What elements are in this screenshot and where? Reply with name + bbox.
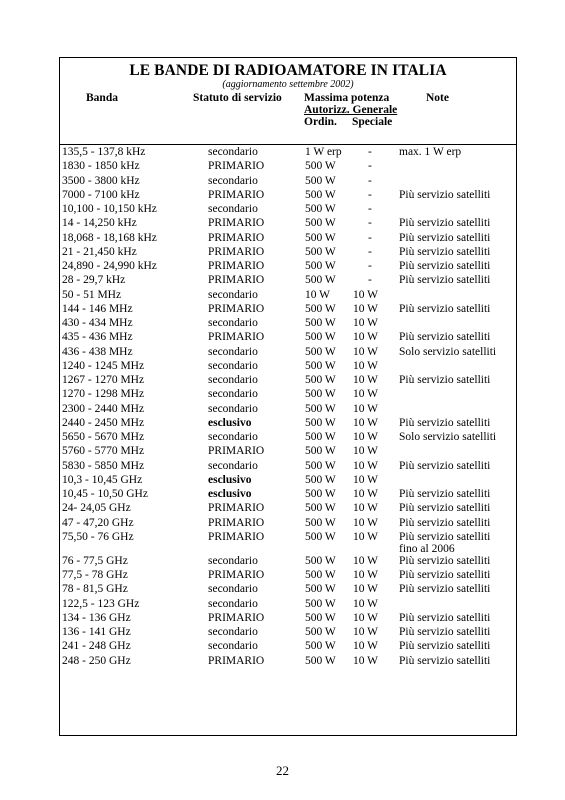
status-cell: secondario — [208, 640, 258, 653]
special-power-cell: 10 W — [353, 345, 379, 358]
table-row — [62, 330, 514, 344]
status-cell: PRIMARIO — [208, 188, 265, 201]
special-power-cell: 10 W — [353, 288, 379, 301]
ordinary-power-cell: 500 W — [305, 502, 336, 515]
header-banda: Banda — [86, 92, 118, 104]
ordinary-power-cell: 500 W — [305, 554, 336, 567]
ordinary-power-cell: 500 W — [305, 174, 336, 187]
status-cell: secondario — [208, 388, 258, 401]
note-cell: Più servizio satelliti — [399, 459, 491, 472]
band-cell: 78 - 81,5 GHz — [62, 583, 128, 596]
table-row — [62, 639, 514, 653]
band-cell: 14 - 14,250 kHz — [62, 217, 137, 230]
table-row — [62, 597, 514, 611]
special-power-cell: 10 W — [353, 654, 379, 667]
band-cell: 135,5 - 137,8 kHz — [62, 146, 146, 158]
table-row — [62, 516, 514, 530]
note-cell: Più servizio satelliti — [399, 302, 491, 315]
status-cell: PRIMARIO — [208, 274, 265, 287]
special-power-cell: 10 W — [353, 402, 379, 415]
ordinary-power-cell: 10 W — [305, 288, 331, 301]
status-cell: secondario — [208, 146, 258, 158]
ordinary-power-cell: 500 W — [305, 160, 336, 173]
band-cell: 1270 - 1298 MHz — [62, 388, 145, 401]
special-power-cell: - — [368, 203, 372, 215]
ordinary-power-cell: 500 W — [305, 345, 336, 358]
page-subtitle: (aggiornamento settembre 2002) — [222, 79, 354, 90]
special-power-cell: 10 W — [353, 488, 379, 500]
status-cell: secondario — [208, 626, 258, 638]
table-row — [62, 373, 514, 387]
status-cell: secondario — [208, 402, 258, 415]
table-row — [62, 145, 514, 159]
note-cell: Più servizio satelliti — [399, 274, 491, 287]
note-cell-line2: fino al 2006 — [399, 542, 455, 555]
status-cell: secondario — [208, 459, 258, 472]
band-cell: 50 - 51 MHz — [62, 288, 122, 301]
special-power-cell: 10 W — [353, 374, 379, 386]
table-row — [62, 444, 514, 458]
table-row — [62, 473, 514, 487]
status-cell: esclusivo — [208, 473, 252, 486]
ordinary-power-cell: 500 W — [305, 459, 336, 472]
table-row — [62, 273, 514, 287]
special-power-cell: 10 W — [353, 569, 379, 581]
status-cell: PRIMARIO — [208, 302, 265, 315]
note-cell: Più servizio satelliti — [399, 654, 491, 667]
status-cell: secondario — [208, 597, 258, 610]
status-cell: PRIMARIO — [208, 654, 265, 667]
band-cell: 5830 - 5850 MHz — [62, 459, 145, 472]
ordinary-power-cell: 500 W — [305, 488, 336, 500]
table-row — [62, 288, 514, 302]
special-power-cell: 10 W — [353, 626, 379, 638]
header-ordin: Ordin. — [304, 116, 337, 128]
table-row — [62, 245, 514, 259]
note-cell: Più servizio satelliti — [399, 217, 491, 230]
table-row — [62, 402, 514, 416]
status-cell: secondario — [208, 554, 258, 567]
status-cell: secondario — [208, 374, 258, 386]
status-cell: secondario — [208, 359, 258, 372]
status-cell: PRIMARIO — [208, 530, 265, 543]
special-power-cell: 10 W — [353, 359, 379, 372]
band-cell: 1267 - 1270 MHz — [62, 374, 145, 386]
special-power-cell: - — [368, 174, 372, 187]
note-cell: Più servizio satelliti — [399, 260, 491, 272]
band-cell: 10,45 - 10,50 GHz — [62, 488, 148, 500]
ordinary-power-cell: 500 W — [305, 317, 336, 329]
header-statuto: Statuto di servizio — [193, 92, 282, 104]
table-row — [62, 387, 514, 401]
band-cell: 2300 - 2440 MHz — [62, 402, 145, 415]
band-cell: 28 - 29,7 kHz — [62, 274, 126, 287]
band-cell: 21 - 21,450 kHz — [62, 245, 137, 258]
note-cell: Più servizio satelliti — [399, 626, 491, 638]
table-row — [62, 174, 514, 188]
special-power-cell: 10 W — [353, 416, 379, 429]
band-cell: 2440 - 2450 MHz — [62, 416, 145, 429]
special-power-cell: - — [368, 245, 372, 258]
table-row — [62, 487, 514, 501]
note-cell: Più servizio satelliti — [399, 554, 491, 567]
header-autorizz: Autorizz. Generale — [304, 104, 398, 116]
special-power-cell: 10 W — [353, 431, 379, 443]
table-row — [62, 530, 514, 554]
special-power-cell: 10 W — [353, 317, 379, 329]
status-cell: esclusivo — [208, 488, 252, 500]
ordinary-power-cell: 500 W — [305, 203, 336, 215]
note-cell: Più servizio satelliti — [399, 516, 491, 529]
band-cell: 77,5 - 78 GHz — [62, 569, 128, 581]
ordinary-power-cell: 500 W — [305, 388, 336, 401]
table-row — [62, 259, 514, 273]
table-row — [62, 216, 514, 230]
note-cell: Più servizio satelliti — [399, 331, 491, 344]
band-cell: 1830 - 1850 kHz — [62, 160, 140, 173]
status-cell: PRIMARIO — [208, 217, 265, 230]
note-cell: Più servizio satelliti — [399, 374, 491, 386]
note-cell: max. 1 W erp — [399, 146, 462, 158]
table-row — [62, 231, 514, 245]
special-power-cell: - — [368, 260, 372, 272]
special-power-cell: 10 W — [353, 388, 379, 401]
special-power-cell: 10 W — [353, 583, 379, 596]
status-cell: secondario — [208, 317, 258, 329]
ordinary-power-cell: 500 W — [305, 431, 336, 443]
status-cell: PRIMARIO — [208, 160, 265, 173]
band-cell: 75,50 - 76 GHz — [62, 530, 134, 543]
note-cell: Più servizio satelliti — [399, 611, 491, 624]
status-cell: PRIMARIO — [208, 245, 265, 258]
band-table — [62, 145, 514, 668]
ordinary-power-cell: 500 W — [305, 516, 336, 529]
table-row — [62, 501, 514, 515]
status-cell: PRIMARIO — [208, 231, 265, 244]
table-row — [62, 611, 514, 625]
status-cell: PRIMARIO — [208, 260, 265, 272]
band-cell: 47 - 47,20 GHz — [62, 516, 134, 529]
band-cell: 248 - 250 GHz — [62, 654, 131, 667]
table-row — [62, 582, 514, 596]
table-row — [62, 202, 514, 216]
table-row — [62, 554, 514, 568]
special-power-cell: 10 W — [353, 530, 379, 543]
note-cell: Più servizio satelliti — [399, 502, 491, 515]
page-title: LE BANDE DI RADIOAMATORE IN ITALIA — [129, 62, 447, 79]
band-cell: 10,3 - 10,45 GHz — [62, 473, 143, 486]
ordinary-power-cell: 500 W — [305, 245, 336, 258]
table-row — [62, 345, 514, 359]
band-cell: 436 - 438 MHz — [62, 345, 133, 358]
band-cell: 122,5 - 123 GHz — [62, 597, 140, 610]
special-power-cell: 10 W — [353, 302, 379, 315]
status-cell: PRIMARIO — [208, 611, 265, 624]
status-cell: PRIMARIO — [208, 331, 265, 344]
status-cell: PRIMARIO — [208, 445, 265, 458]
note-cell: Più servizio satelliti — [399, 488, 491, 500]
special-power-cell: 10 W — [353, 459, 379, 472]
status-cell: PRIMARIO — [208, 516, 265, 529]
special-power-cell: - — [368, 231, 372, 244]
special-power-cell: 10 W — [353, 473, 379, 486]
ordinary-power-cell: 500 W — [305, 217, 336, 230]
special-power-cell: - — [368, 160, 372, 173]
status-cell: PRIMARIO — [208, 502, 265, 515]
page-number: 22 — [276, 763, 289, 778]
ordinary-power-cell: 500 W — [305, 530, 336, 543]
special-power-cell: - — [368, 146, 372, 158]
band-cell: 430 - 434 MHz — [62, 317, 133, 329]
ordinary-power-cell: 500 W — [305, 626, 336, 638]
band-cell: 5760 - 5770 MHz — [62, 445, 145, 458]
table-row — [62, 568, 514, 582]
table-row — [62, 359, 514, 373]
table-row — [62, 188, 514, 202]
ordinary-power-cell: 500 W — [305, 274, 336, 287]
note-cell: Più servizio satelliti — [399, 188, 491, 201]
band-cell: 5650 - 5670 MHz — [62, 431, 145, 443]
status-cell: secondario — [208, 174, 258, 187]
band-cell: 136 - 141 GHz — [62, 626, 131, 638]
note-cell: Più servizio satelliti — [399, 640, 491, 653]
special-power-cell: 10 W — [353, 640, 379, 653]
band-cell: 18,068 - 18,168 kHz — [62, 231, 157, 244]
special-power-cell: 10 W — [353, 611, 379, 624]
ordinary-power-cell: 500 W — [305, 597, 336, 610]
ordinary-power-cell: 500 W — [305, 569, 336, 581]
status-cell: esclusivo — [208, 416, 252, 429]
note-cell: Più servizio satelliti — [399, 583, 491, 596]
header-speciale: Speciale — [352, 116, 393, 128]
band-cell: 1240 - 1245 MHz — [62, 359, 145, 372]
ordinary-power-cell: 500 W — [305, 402, 336, 415]
table-row — [62, 302, 514, 316]
band-cell: 10,100 - 10,150 kHz — [62, 203, 157, 215]
band-cell: 24,890 - 24,990 kHz — [62, 260, 157, 272]
table-row — [62, 316, 514, 330]
note-cell: Più servizio satelliti — [399, 245, 491, 258]
header-massima: Massima potenza — [304, 92, 390, 104]
band-cell: 134 - 136 GHz — [62, 611, 131, 624]
band-cell: 435 - 436 MHz — [62, 331, 133, 344]
ordinary-power-cell: 500 W — [305, 416, 336, 429]
ordinary-power-cell: 500 W — [305, 445, 336, 458]
band-cell: 24- 24,05 GHz — [62, 502, 131, 515]
table-row — [62, 430, 514, 444]
band-cell: 7000 - 7100 kHz — [62, 188, 140, 201]
ordinary-power-cell: 1 W erp — [305, 146, 342, 158]
table-row — [62, 654, 514, 668]
special-power-cell: - — [368, 188, 372, 201]
status-cell: PRIMARIO — [208, 569, 265, 581]
note-cell: Solo servizio satelliti — [399, 431, 497, 443]
ordinary-power-cell: 500 W — [305, 640, 336, 653]
band-cell: 76 - 77,5 GHz — [62, 554, 128, 567]
special-power-cell: 10 W — [353, 554, 379, 567]
note-cell: Più servizio satelliti — [399, 569, 491, 581]
special-power-cell: 10 W — [353, 516, 379, 529]
status-cell: secondario — [208, 288, 258, 301]
ordinary-power-cell: 500 W — [305, 188, 336, 201]
note-cell: Più servizio satelliti — [399, 416, 491, 429]
table-row — [62, 159, 514, 173]
ordinary-power-cell: 500 W — [305, 331, 336, 344]
band-cell: 241 - 248 GHz — [62, 640, 131, 653]
status-cell: secondario — [208, 345, 258, 358]
special-power-cell: - — [368, 217, 372, 230]
special-power-cell: 10 W — [353, 597, 379, 610]
status-cell: secondario — [208, 583, 258, 596]
ordinary-power-cell: 500 W — [305, 583, 336, 596]
ordinary-power-cell: 500 W — [305, 231, 336, 244]
ordinary-power-cell: 500 W — [305, 611, 336, 624]
table-row — [62, 625, 514, 639]
status-cell: secondario — [208, 203, 258, 215]
note-cell: Solo servizio satelliti — [399, 345, 497, 358]
band-cell: 3500 - 3800 kHz — [62, 174, 140, 187]
ordinary-power-cell: 500 W — [305, 473, 336, 486]
ordinary-power-cell: 500 W — [305, 374, 336, 386]
special-power-cell: 10 W — [353, 331, 379, 344]
header-note: Note — [426, 92, 449, 104]
ordinary-power-cell: 500 W — [305, 260, 336, 272]
table-row — [62, 416, 514, 430]
ordinary-power-cell: 500 W — [305, 654, 336, 667]
band-cell: 144 - 146 MHz — [62, 302, 133, 315]
ordinary-power-cell: 500 W — [305, 302, 336, 315]
special-power-cell: - — [368, 274, 372, 287]
special-power-cell: 10 W — [353, 445, 379, 458]
ordinary-power-cell: 500 W — [305, 359, 336, 372]
special-power-cell: 10 W — [353, 502, 379, 515]
note-cell: Più servizio satelliti — [399, 231, 491, 244]
note-cell: Più servizio satelliti — [399, 530, 491, 543]
table-row — [62, 459, 514, 473]
status-cell: secondario — [208, 431, 258, 443]
